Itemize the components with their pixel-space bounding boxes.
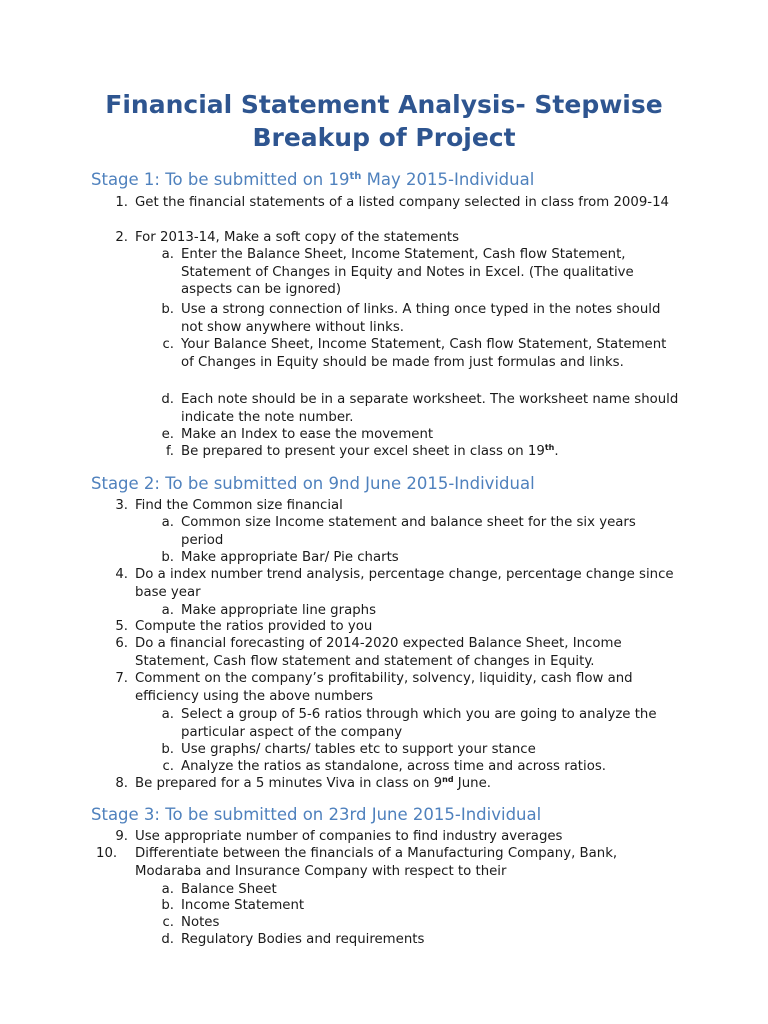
sub-item-text: Use a strong connection of links. A thing once typed in the notes should not show anywhere without links. bbox=[181, 302, 661, 335]
sub-item-text: Make an Index to ease the movement bbox=[181, 427, 434, 442]
list-text: Do a index number trend analysis, percentage change, percentage change since base year bbox=[135, 567, 674, 600]
list-number: 5. bbox=[115, 619, 128, 634]
sub-item-text: Make appropriate line graphs bbox=[181, 603, 377, 618]
sub-item-text: Make appropriate Bar/ Pie charts bbox=[181, 550, 399, 565]
sub-item-text: Be prepared to present your excel sheet in class on 19th. bbox=[181, 443, 559, 459]
list-number: 1. bbox=[115, 195, 128, 210]
sub-item-letter: b. bbox=[161, 550, 174, 565]
sub-item-letter: b. bbox=[161, 302, 174, 317]
stage-1-heading: Stage 1: To be submitted on 19th May 2015-Individual bbox=[91, 170, 535, 189]
list-number: 2. bbox=[115, 230, 128, 245]
sub-item-letter: c. bbox=[162, 915, 174, 930]
sub-item-letter: a. bbox=[161, 882, 174, 897]
stage-2-heading: Stage 2: To be submitted on 9nd June 2015-Individual bbox=[91, 474, 535, 493]
list-text: For 2013-14, Make a soft copy of the statements bbox=[135, 230, 460, 245]
sub-item-text: Enter the Balance Sheet, Income Statement, Cash flow Statement, Statement of Changes in Equity and Notes in Excel. (The qualitative aspects can be ignored) bbox=[181, 247, 634, 297]
sub-item-text: Balance Sheet bbox=[181, 882, 277, 897]
title-line-1: Financial Statement Analysis- Stepwise bbox=[105, 90, 663, 119]
sub-item-letter: c. bbox=[162, 337, 174, 352]
list-text: Do a financial forecasting of 2014-2020 expected Balance Sheet, Income Statement, Cash flow statement and statement of changes in Equity. bbox=[135, 636, 622, 669]
sub-item-letter: a. bbox=[161, 707, 174, 722]
list-text: Use appropriate number of companies to find industry averages bbox=[135, 829, 563, 844]
list-text: Be prepared for a 5 minutes Viva in class on 9nd June. bbox=[135, 775, 491, 791]
sub-item-text: Select a group of 5-6 ratios through which you are going to analyze the particular aspect of the company bbox=[181, 707, 657, 740]
sub-item-letter: d. bbox=[161, 932, 174, 947]
sub-item-text: Use graphs/ charts/ tables etc to support your stance bbox=[181, 742, 536, 757]
list-text: Comment on the company’s profitability, solvency, liquidity, cash flow and efficiency using the above numbers bbox=[135, 671, 633, 704]
list-text: Find the Common size financial bbox=[135, 498, 343, 513]
sub-item-letter: a. bbox=[161, 603, 174, 618]
sub-item-text: Analyze the ratios as standalone, across time and across ratios. bbox=[181, 759, 607, 774]
list-number: 10. bbox=[96, 846, 118, 861]
sub-item-letter: a. bbox=[161, 247, 174, 262]
list-number: 8. bbox=[115, 776, 128, 791]
sub-item-text: Income Statement bbox=[181, 898, 305, 913]
list-text: Differentiate between the financials of a Manufacturing Company, Bank, Modaraba and Insurance Company with respect to their bbox=[135, 846, 618, 879]
list-number: 3. bbox=[115, 498, 128, 513]
list-number: 9. bbox=[115, 829, 128, 844]
sub-item-letter: f. bbox=[166, 444, 174, 459]
sub-item-text: Notes bbox=[181, 915, 220, 930]
sub-item-letter: b. bbox=[161, 742, 174, 757]
sub-item-text: Your Balance Sheet, Income Statement, Cash flow Statement, Statement of Changes in Equity should be made from just formulas and links. bbox=[181, 337, 667, 370]
sub-item-letter: b. bbox=[161, 898, 174, 913]
stage-3-heading: Stage 3: To be submitted on 23rd June 2015-Individual bbox=[91, 805, 542, 824]
sub-item-text: Common size Income statement and balance sheet for the six years period bbox=[181, 515, 636, 548]
list-text: Compute the ratios provided to you bbox=[135, 619, 373, 634]
list-number: 7. bbox=[115, 671, 128, 686]
sub-item-letter: e. bbox=[161, 427, 174, 442]
title-line-2: Breakup of Project bbox=[252, 123, 516, 152]
document-title bbox=[0, 88, 768, 154]
sub-item-letter: d. bbox=[161, 392, 174, 407]
sub-item-text: Regulatory Bodies and requirements bbox=[181, 932, 425, 947]
list-number: 4. bbox=[115, 567, 128, 582]
sub-item-letter: a. bbox=[161, 515, 174, 530]
list-text: Get the financial statements of a listed company selected in class from 2009-14 bbox=[135, 195, 670, 210]
list-number: 6. bbox=[115, 636, 128, 651]
sub-item-text: Each note should be in a separate worksheet. The worksheet name should indicate the note number. bbox=[181, 392, 679, 425]
sub-item-letter: c. bbox=[162, 759, 174, 774]
